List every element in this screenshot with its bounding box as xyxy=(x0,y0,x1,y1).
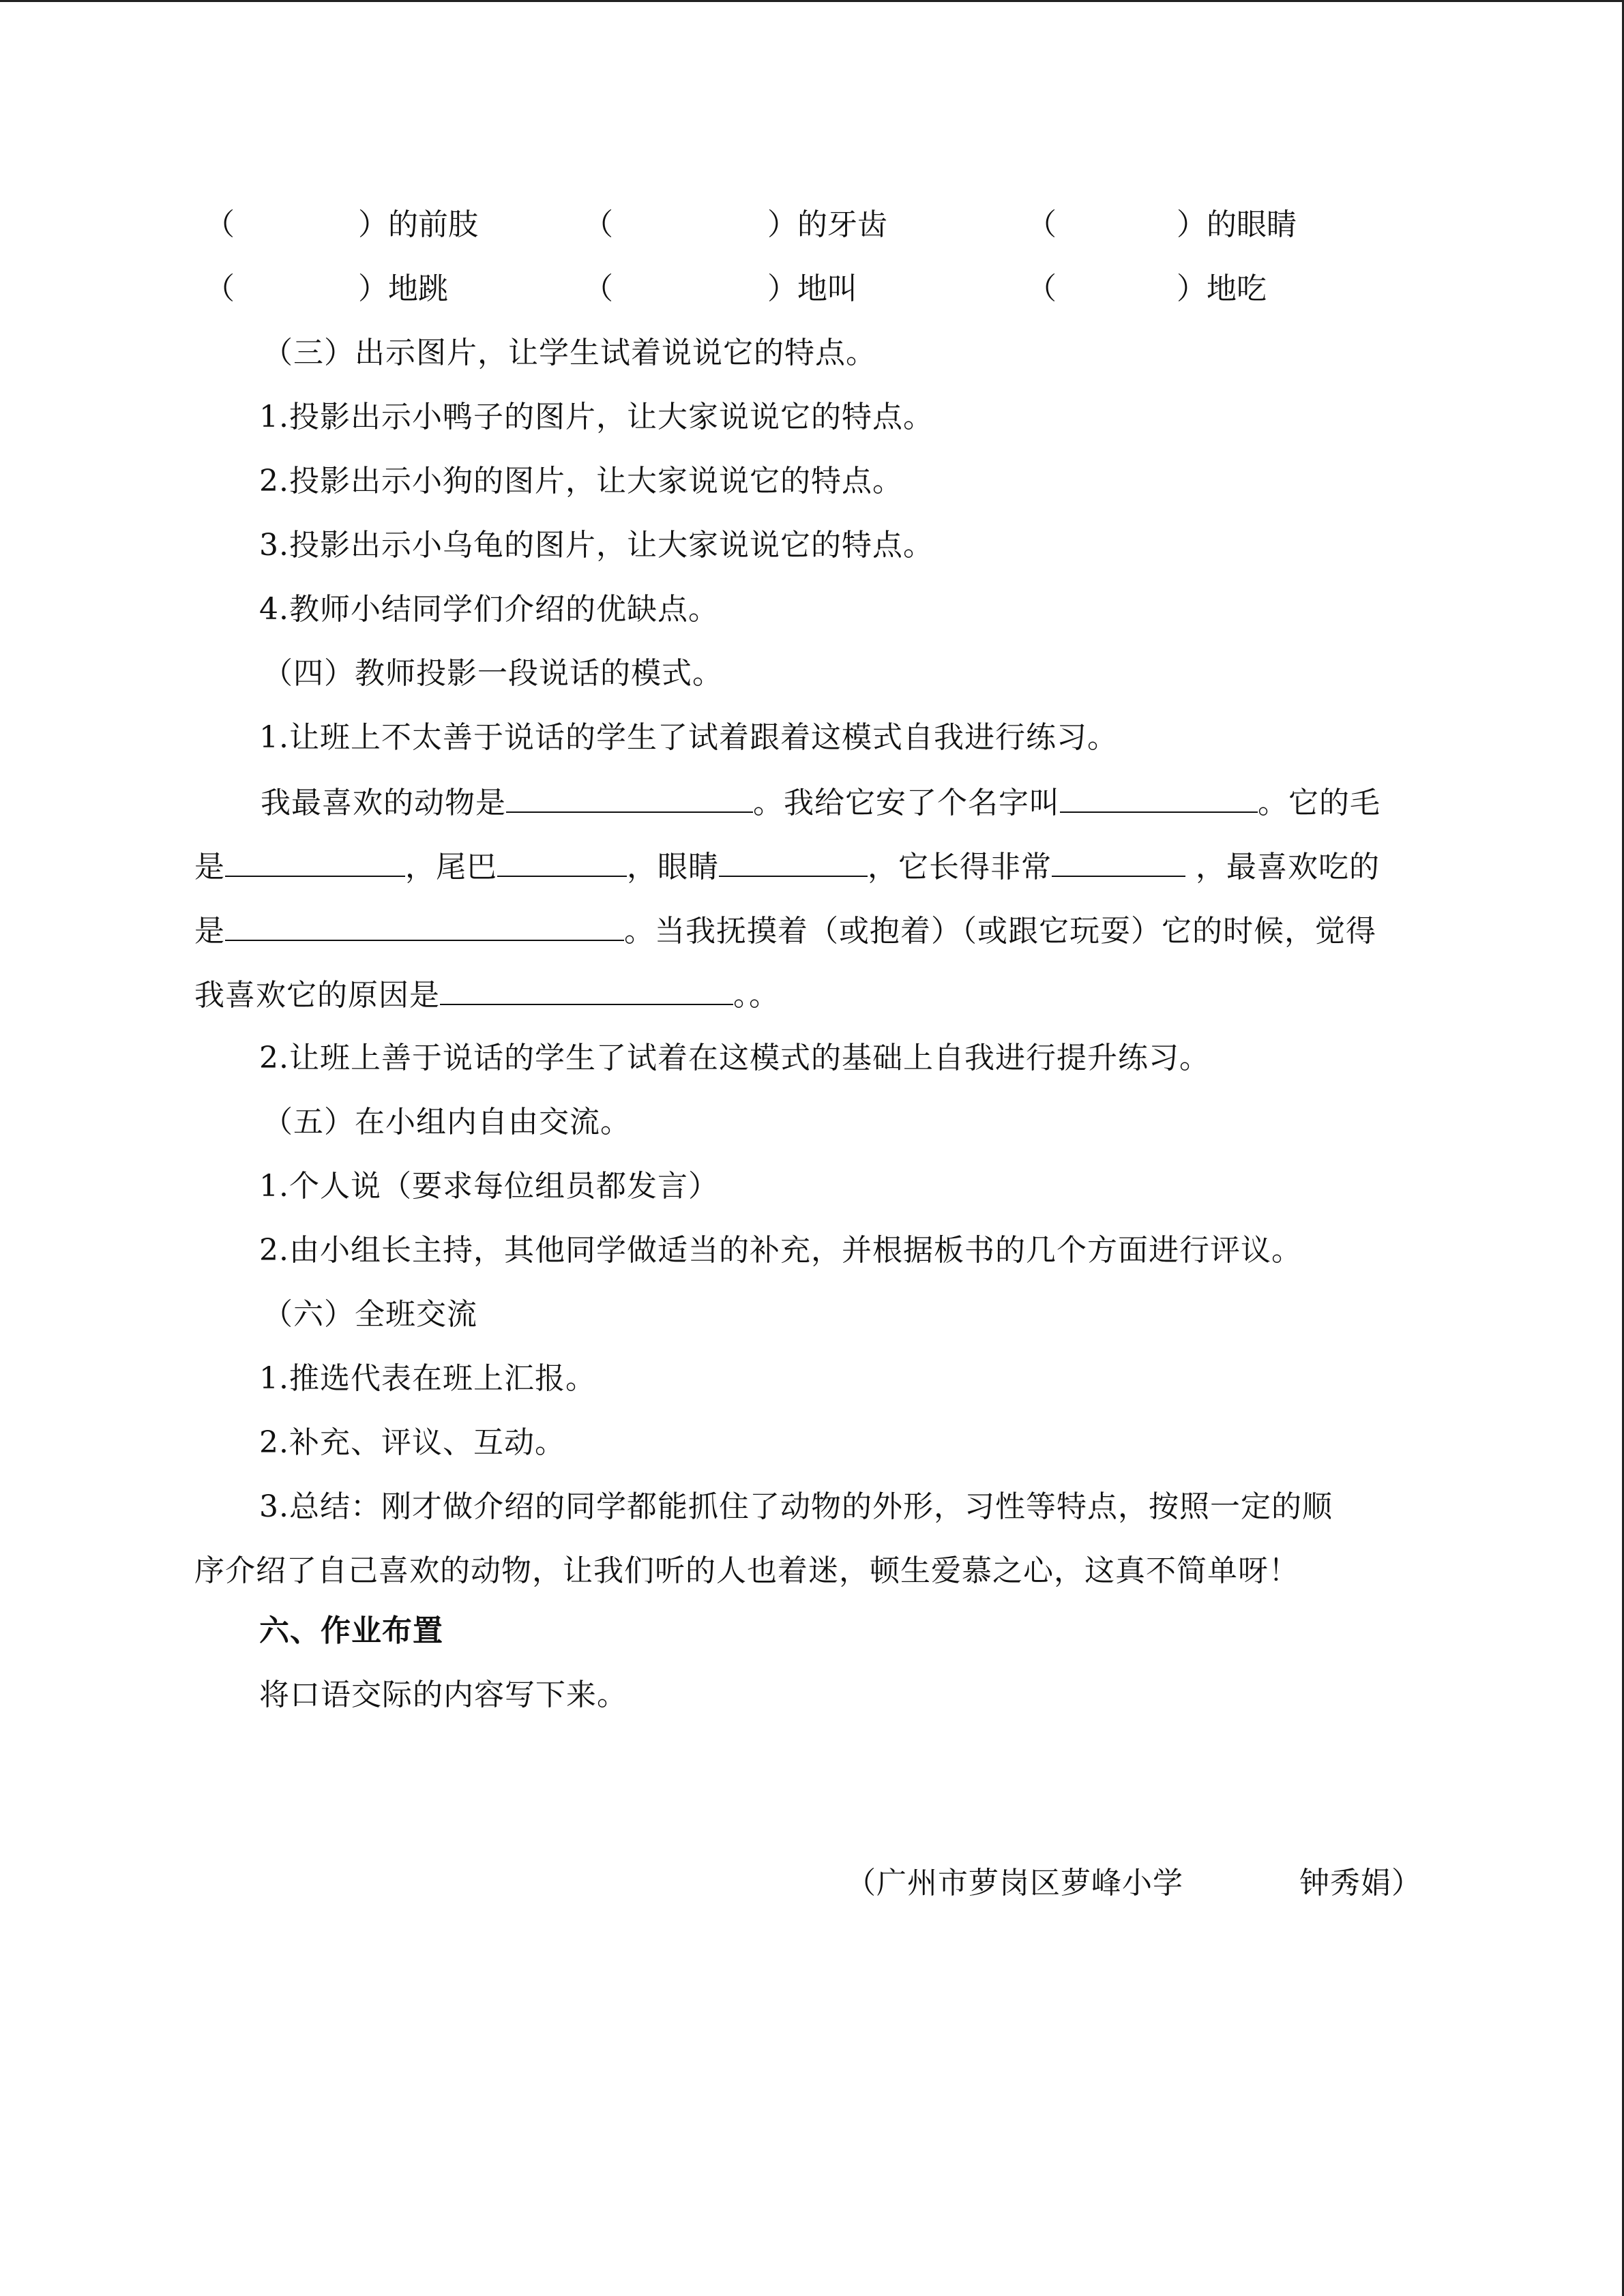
homework-heading: 六、作业布置 xyxy=(259,1613,443,1648)
template-line-3 xyxy=(194,910,1376,952)
blank-open: （ xyxy=(1027,207,1057,242)
section-4-item-2: 2.让班上善于说话的学生了试着在这模式的基础上自我进行提升练习。 xyxy=(259,1041,1210,1075)
template-text: ，眼睛 xyxy=(627,850,719,884)
footer-author: 钟秀娟） xyxy=(1299,1866,1422,1900)
blank-label-teeth: ）的牙齿 xyxy=(767,207,887,242)
section-4-heading: （四）教师投影一段说话的模式。 xyxy=(263,656,723,691)
section-5-heading: （五）在小组内自由交流。 xyxy=(263,1105,631,1139)
fill-blank-tail[interactable] xyxy=(497,846,627,877)
template-text: 。。 xyxy=(733,978,780,1013)
template-text: ，最喜欢吃的 xyxy=(1185,850,1380,884)
section-3-item-3: 3.投影出示小乌龟的图片，让大家说说它的特点。 xyxy=(259,528,934,563)
section-6-item-3: 3.总结：刚才做介绍的同学都能抓住了动物的外形，习性等特点，按照一定的顺 xyxy=(259,1489,1333,1524)
blank-label-eat: ）地吃 xyxy=(1177,271,1267,306)
blank-open: （ xyxy=(1027,271,1057,306)
fill-blank-favorite-food[interactable] xyxy=(225,910,624,941)
fill-blank-looks[interactable] xyxy=(1052,846,1185,877)
page-border-top xyxy=(0,0,1624,2)
template-text: 。当我抚摸着（或抱着）（或跟它玩耍）它的时候，觉得 xyxy=(624,914,1376,949)
template-text: ，它长得非常 xyxy=(868,850,1052,884)
blank-open: （ xyxy=(205,207,235,242)
section-3-item-4: 4.教师小结同学们介绍的优缺点。 xyxy=(259,592,719,627)
template-text: 。它的毛 xyxy=(1258,786,1381,820)
template-text: 是 xyxy=(194,850,225,884)
template-text: 是 xyxy=(194,914,225,949)
homework-body: 将口语交际的内容写下来。 xyxy=(259,1678,628,1712)
blank-open: （ xyxy=(583,207,613,242)
section-6-heading: （六）全班交流 xyxy=(263,1297,477,1332)
fill-blank-pet-name[interactable] xyxy=(1060,781,1258,813)
blank-open: （ xyxy=(583,271,613,306)
section-5-item-1: 1.个人说（要求每位组员都发言） xyxy=(259,1169,719,1204)
template-line-2 xyxy=(194,846,1380,888)
blank-label-jump: ）地跳 xyxy=(358,271,448,306)
blank-label-eyes: ）的眼睛 xyxy=(1177,207,1297,242)
section-3-item-2: 2.投影出示小狗的图片，让大家说说它的特点。 xyxy=(259,464,903,498)
template-text: 。我给它安了个名字叫 xyxy=(753,786,1060,820)
blank-open: （ xyxy=(205,271,235,306)
section-3-heading: （三）出示图片，让学生试着说说它的特点。 xyxy=(263,336,876,370)
fill-blank-favorite-animal[interactable] xyxy=(506,781,753,813)
template-text: ，尾巴 xyxy=(405,850,497,884)
section-5-item-2: 2.由小组长主持，其他同学做适当的补充，并根据板书的几个方面进行评议。 xyxy=(259,1233,1302,1268)
fill-blank-fur[interactable] xyxy=(225,846,405,877)
section-4-item-1: 1.让班上不太善于说话的学生了试着跟着这模式自我进行练习。 xyxy=(259,720,1118,755)
section-6-item-1: 1.推选代表在班上汇报。 xyxy=(259,1361,596,1396)
fill-blank-eyes[interactable] xyxy=(719,846,868,877)
fill-blank-reason[interactable] xyxy=(440,974,733,1005)
template-line-1 xyxy=(261,781,1381,824)
template-text: 我最喜欢的动物是 xyxy=(261,786,506,820)
section-6-item-2: 2.补充、评议、互动。 xyxy=(259,1425,565,1460)
section-3-item-1: 1.投影出示小鸭子的图片，让大家说说它的特点。 xyxy=(259,400,934,434)
blank-label-call: ）地叫 xyxy=(767,271,857,306)
footer-school: （广州市萝岗区萝峰小学 xyxy=(846,1866,1183,1900)
template-text: 我喜欢它的原因是 xyxy=(194,978,440,1013)
blank-label-forelimb: ）的前肢 xyxy=(358,207,478,242)
section-6-item-3-cont: 序介绍了自己喜欢的动物，让我们听的人也着迷，顿生爱慕之心，这真不简单呀！ xyxy=(194,1553,1299,1588)
template-line-4 xyxy=(194,974,780,1016)
